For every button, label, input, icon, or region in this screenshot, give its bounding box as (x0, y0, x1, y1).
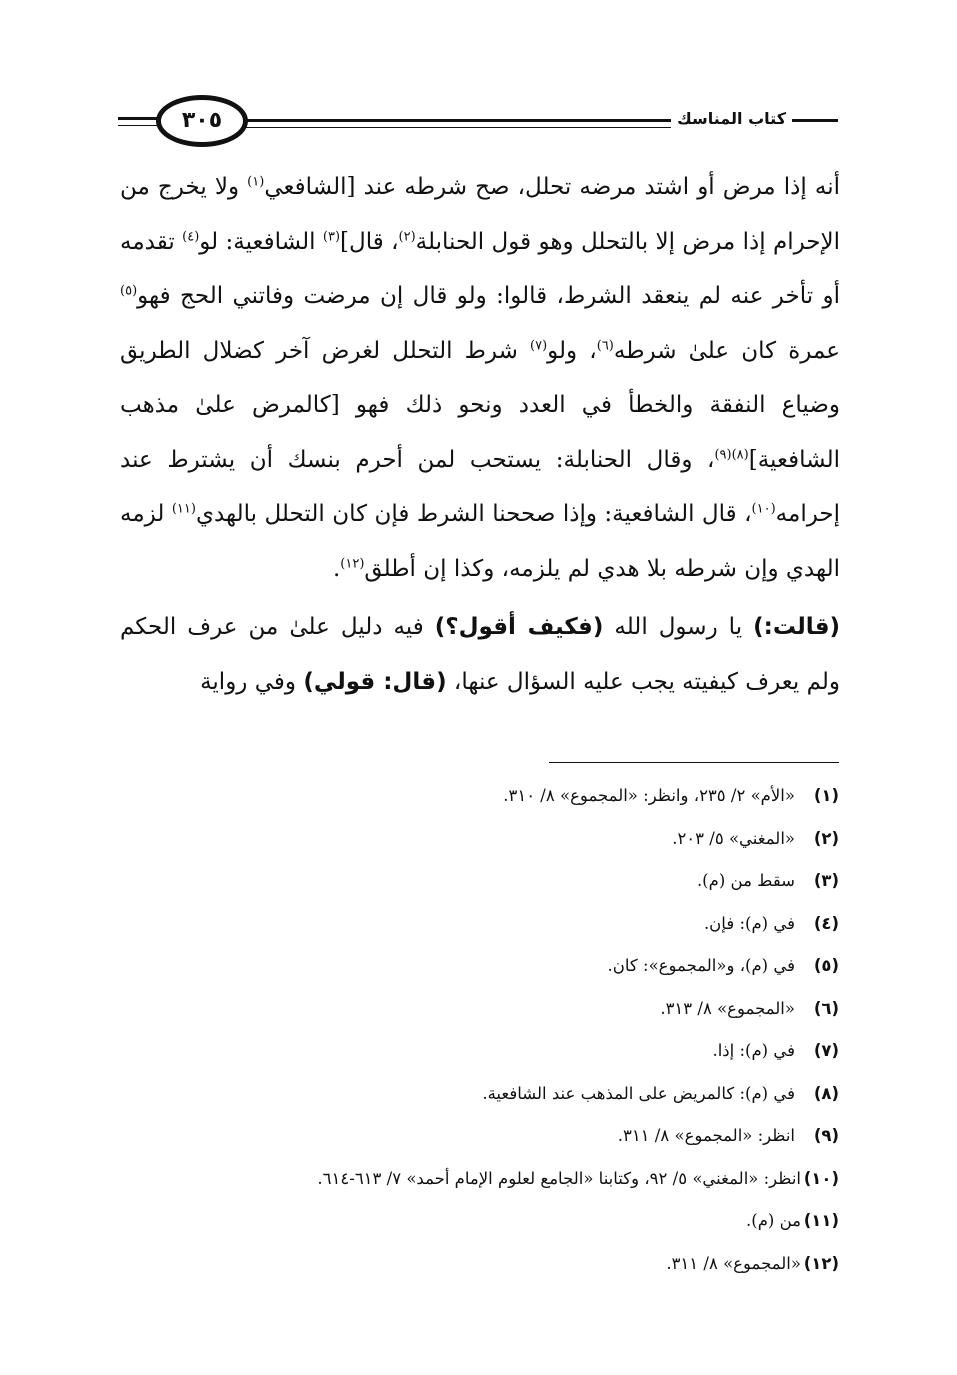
footnote-ref-6: (٦) (596, 337, 614, 353)
text-segment: تقدمه أو تأخر عنه لم ينعقد الشرط، قالوا: ولو قال إن مرضت وفاتني الحج فهو (120, 228, 840, 309)
footnote-number: (٩) (813, 1126, 839, 1145)
text-segment: عمرة كان علىٰ شرطه (613, 337, 840, 364)
footnote-ref-9: (٩) (714, 446, 732, 462)
footnote-number: (١) (813, 786, 839, 805)
text-segment: ولا يخرج من الإحرام إذا مرض إلا بالتحلل وهو قول الحنابلة (120, 174, 841, 255)
running-title: كتاب المناسك (671, 109, 792, 128)
footnote-text: «الأم» ٢/ ٢٣٥، وانظر: «المجموع» ٨/ ٣١٠. (503, 786, 795, 805)
footnote (119, 775, 839, 818)
text-segment: ، ولو (547, 337, 597, 364)
footnote-ref-7: (٧) (530, 337, 548, 353)
text-segment: الشافعية: لو (199, 228, 323, 255)
footnote-number: (١١) (803, 1211, 839, 1230)
footnote-text: انظر: «المجموع» ٨/ ٣١١. (617, 1126, 795, 1145)
page-header (118, 95, 838, 155)
footnote (119, 945, 839, 988)
footnote-text: من (م). (746, 1211, 801, 1230)
footnote-text: في (م): فإن. (703, 913, 795, 933)
footnote-ref-8: (٨) (731, 446, 749, 462)
footnote (119, 1030, 839, 1073)
footnote (119, 1243, 839, 1286)
footnote-number: (١٢) (803, 1253, 839, 1273)
footnote-number: (٦) (813, 998, 839, 1018)
footnote (119, 1073, 839, 1116)
bold-quote: (قالت:) (753, 614, 841, 640)
main-text (120, 160, 840, 709)
footnote-ref-12: (١٢) (340, 555, 365, 571)
footnote (119, 988, 839, 1031)
header-rule-right-thin (246, 127, 696, 128)
footnote-text: في (م)، و«المجموع»: كان. (607, 956, 795, 975)
footnote-ref-3: (٣) (322, 228, 341, 244)
bold-quote: (فكيف أقول؟) (434, 614, 604, 640)
text-segment: ، قال] (340, 228, 399, 255)
footnote (119, 1200, 839, 1243)
text-segment: فيه دليل علىٰ من عرف الحكم ولم يعرف كيفيته يجب عليه السؤال عنها، (120, 614, 840, 695)
text-segment: ، قال الشافعية: وإذا صححنا الشرط فإن كان التحلل بالهدي (195, 501, 752, 527)
footnote-ref-4: (٤) (182, 228, 200, 244)
footnote-ref-10: (١٠) (751, 501, 776, 517)
footnote (119, 818, 839, 861)
footnote-ref-5: (٥) (120, 283, 138, 299)
footnote (119, 1158, 839, 1201)
bold-quote: (قال: قولي) (303, 668, 447, 695)
footnote-ref-2: (٢) (398, 228, 416, 244)
footnote-number: (٥) (813, 956, 839, 975)
footnote-text: في (م): إذا. (712, 1041, 795, 1060)
footnote-text: سقط من (م). (696, 871, 795, 890)
text-segment: . (332, 555, 341, 582)
footnote-separator (549, 762, 839, 763)
footnote-number: (٣) (813, 871, 839, 890)
footnote (119, 1115, 839, 1158)
footnote-number: (٨) (813, 1083, 839, 1103)
text-segment: شرط التحلل لغرض آخر كضلال الطريق وضياع النفقة والخطأ في العدد ونحو ذلك فهو [كالمرض علىٰ مذهب الشافعية] (120, 337, 840, 473)
footnote-number: (١٠) (803, 1168, 839, 1188)
text-segment: لزمه الهدي وإن شرطه بلا هدي لم يلزمه، وكذا إن أطلق (120, 501, 840, 582)
paragraph-2 (120, 600, 840, 709)
text-segment: ، وقال الحنابلة: يستحب لمن أحرم بنسك أن يشترط عند إحرامه (120, 446, 841, 527)
footnote (119, 903, 839, 946)
text-segment: يا رسول الله (603, 614, 754, 640)
footnote-number: (٧) (813, 1041, 839, 1060)
page-number: ٣٠٥ (156, 95, 248, 147)
footnote-text: انظر: «المغني» ٥/ ٩٢، وكتابنا «الجامع لعلوم الإمام أحمد» ٧/ ٦١٣-٦١٤. (317, 1168, 801, 1188)
footnote-number: (٤) (813, 913, 839, 933)
footnote-text: في (م): كالمريض على المذهب عند الشافعية. (482, 1083, 795, 1103)
footnote-text: «المجموع» ٨/ ٣١١. (666, 1253, 801, 1273)
footnote-ref-11: (١١) (171, 501, 196, 517)
footnote-text: «المغني» ٥/ ٢٠٣. (672, 828, 795, 848)
footnotes (119, 775, 839, 1285)
text-segment: أنه إذا مرض أو اشتد مرضه تحلل، صح شرطه عند [الشافعي (264, 174, 840, 200)
text-segment: وفي رواية (200, 668, 304, 695)
footnote-ref-1: (١) (247, 174, 265, 190)
footnote (119, 860, 839, 903)
paragraph-1 (120, 160, 840, 596)
footnote-text: «المجموع» ٨/ ٣١٣. (660, 998, 795, 1018)
footnote-number: (٢) (813, 828, 839, 848)
